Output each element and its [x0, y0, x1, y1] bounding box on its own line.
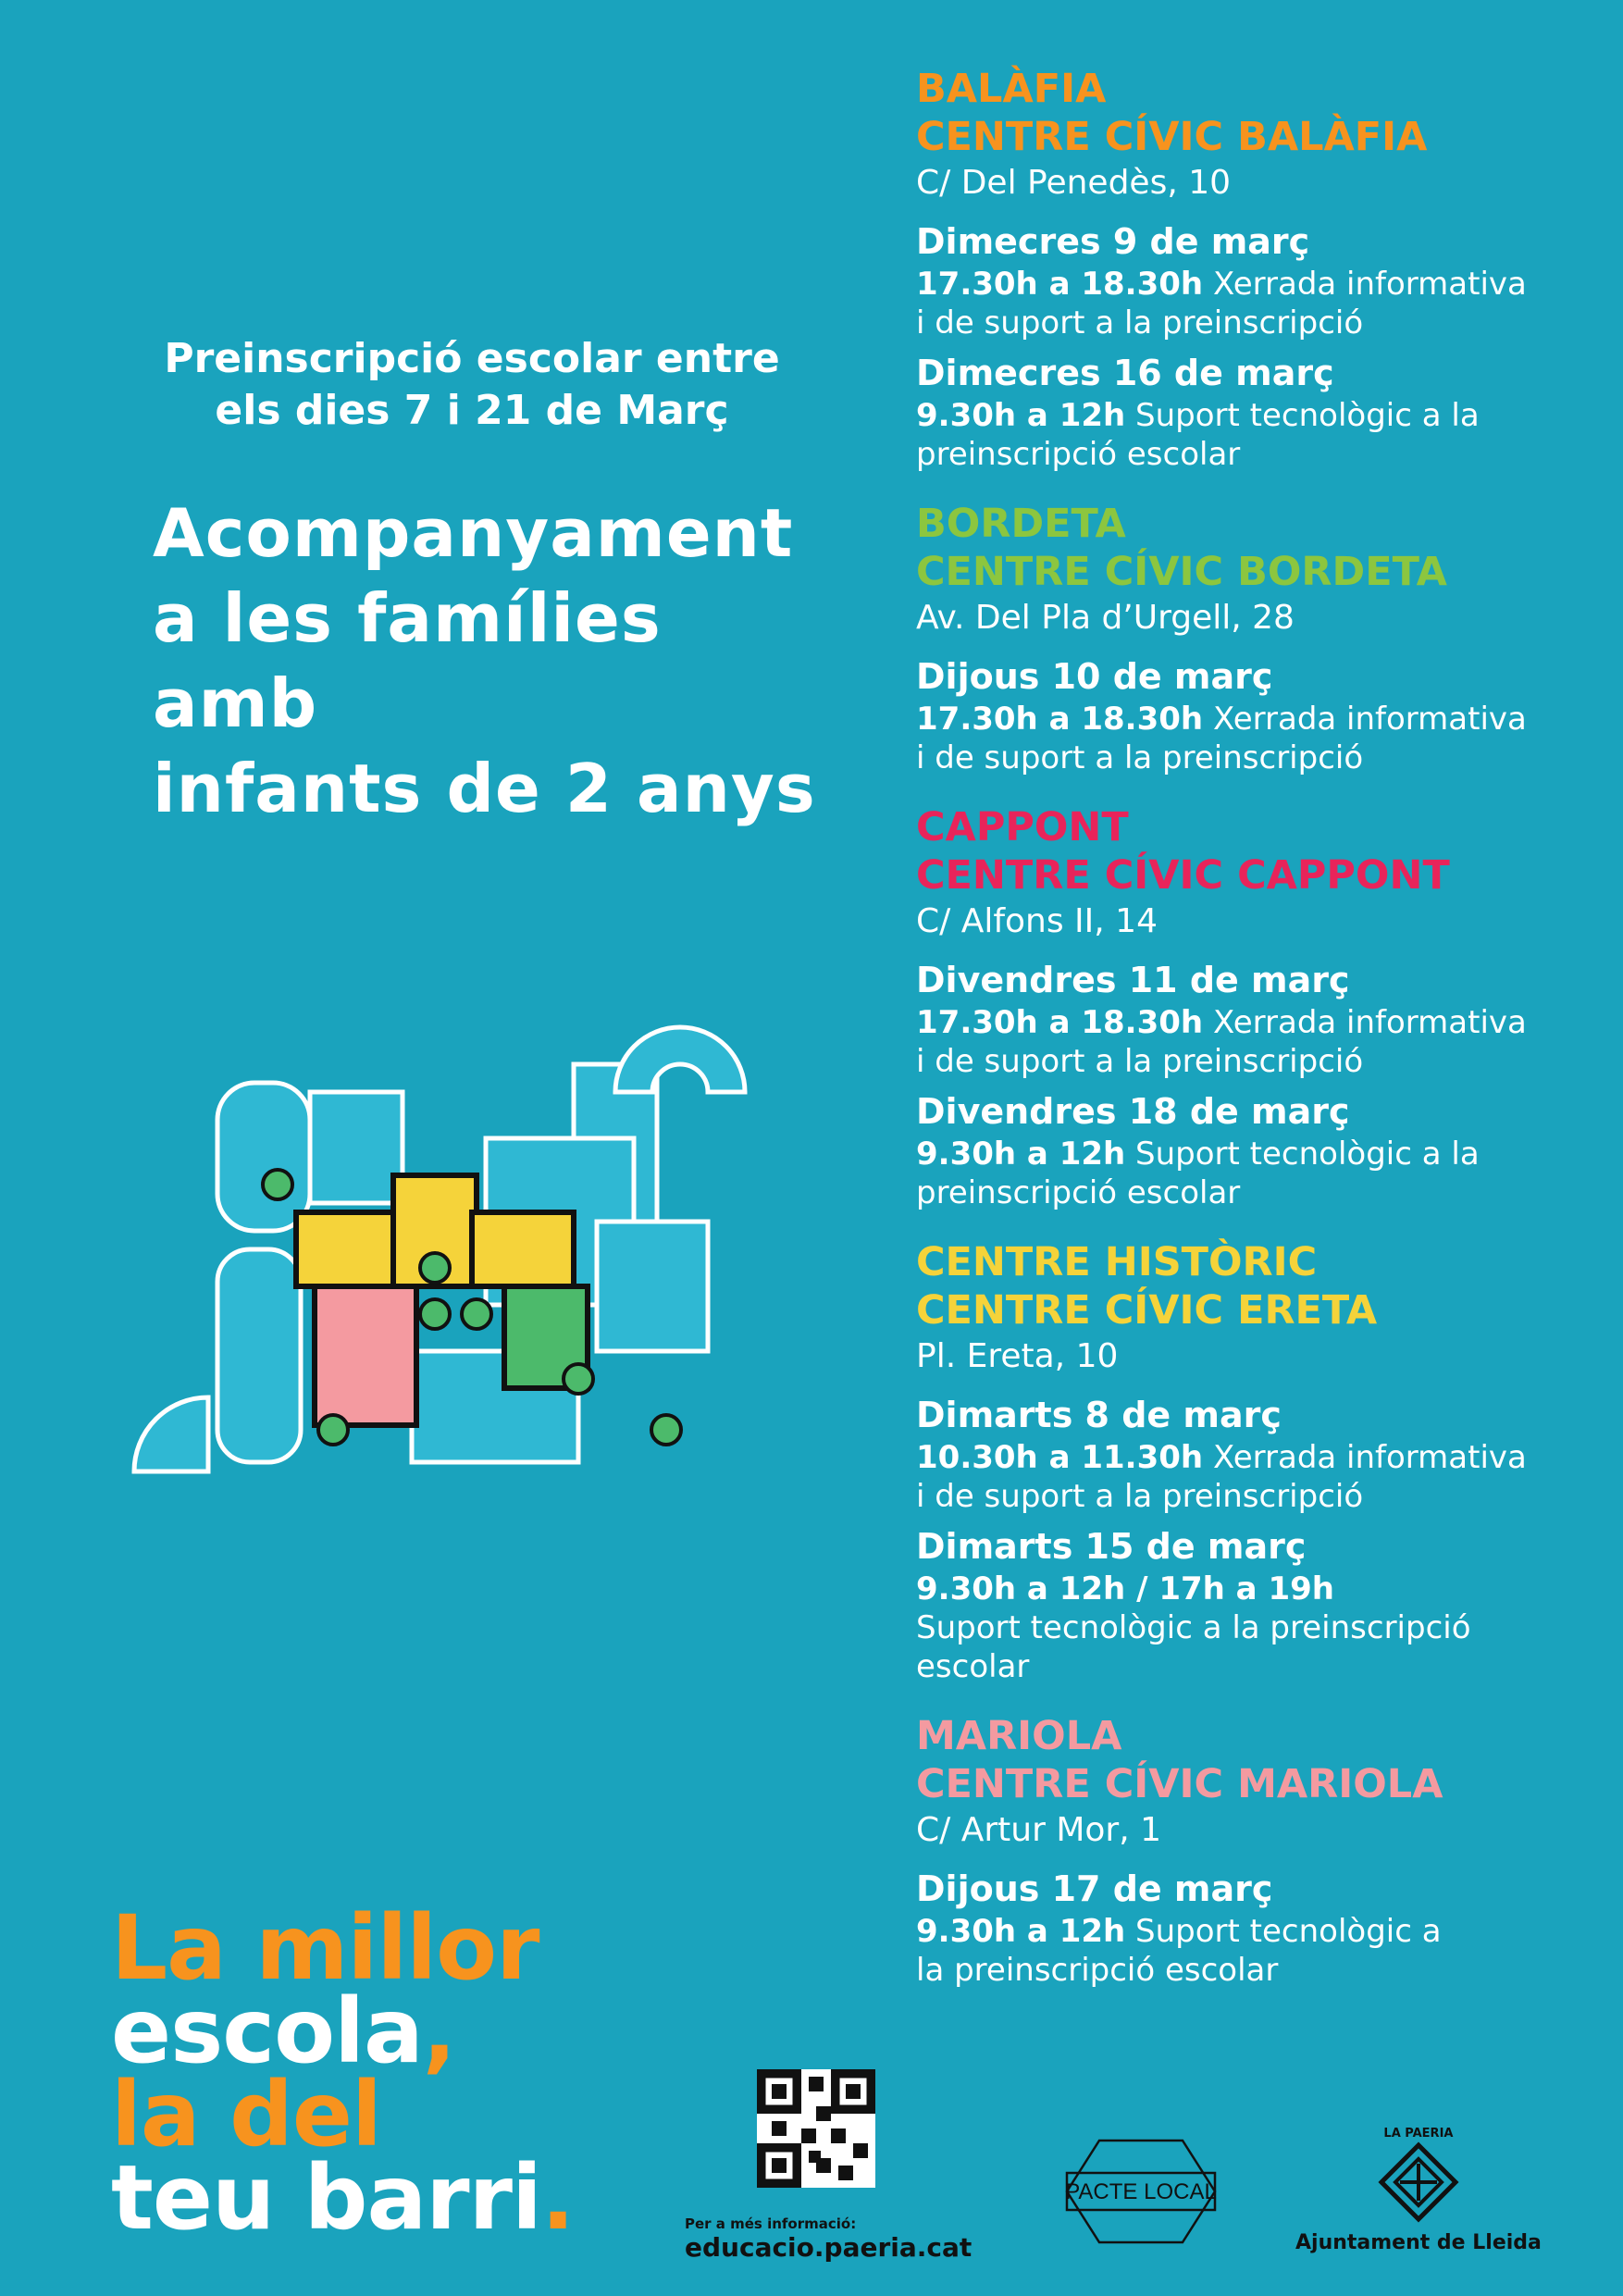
more-info-label: Per a més informació: [685, 2215, 857, 2232]
event-day: Dimarts 15 de març [916, 1526, 1307, 1567]
section-centre-name: CENTRE CÍVIC ERETA [916, 1287, 1378, 1334]
event-time: 9.30h a 12h / 17h a 19h [916, 1570, 1334, 1607]
ajuntament-logo [1295, 2127, 1542, 2254]
event-time: 17.30h a 18.30h [916, 701, 1204, 738]
pacte-local-logo [1062, 2136, 1220, 2251]
section-centre-name: CENTRE CÍVIC MARIOLA [916, 1761, 1443, 1807]
section-area-name: CAPPONT [916, 804, 1129, 850]
event-text: Suport tecnològic a [1135, 1913, 1442, 1950]
event-time: 17.30h a 18.30h [916, 266, 1204, 303]
ajuntament-label: Ajuntament de Lleida [1295, 2231, 1542, 2254]
event-description [916, 1003, 1582, 1042]
event-text-continued: i de suport a la preinscripció [916, 304, 1364, 341]
city-puzzle-illustration [88, 990, 782, 1508]
section-address: C/ Artur Mor, 1 [916, 1811, 1161, 1849]
event-time: 10.30h a 11.30h [916, 1439, 1204, 1476]
intro-line-2: els dies 7 i 21 de Març [215, 387, 729, 434]
info-url-link[interactable]: educacio.paeria.cat [685, 2232, 973, 2263]
schedule-section [916, 1712, 1582, 1990]
section-centre-name: CENTRE CÍVIC BALÀFIA [916, 114, 1428, 160]
slogan [111, 1896, 575, 2250]
event-day: Dimarts 8 de març [916, 1395, 1282, 1435]
event-text-continued: i de suport a la preinscripció [916, 1478, 1364, 1515]
section-address: Pl. Ereta, 10 [916, 1337, 1119, 1375]
event-description [916, 1438, 1582, 1477]
slogan-line-3: la del [111, 2063, 381, 2166]
event-text-continued: i de suport a la preinscripció [916, 739, 1364, 776]
intro-line-1: Preinscripció escolar entre [164, 335, 780, 382]
slogan-line-4: teu barri. [111, 2146, 575, 2250]
more-info [685, 2215, 972, 2263]
headline [153, 490, 819, 831]
event-day: Divendres 11 de març [916, 960, 1350, 1000]
section-area-name: MARIOLA [916, 1713, 1122, 1759]
section-address: Av. Del Pla d’Urgell, 28 [916, 599, 1295, 637]
event-text-continued: preinscripció escolar [916, 1174, 1241, 1211]
event-day: Dimecres 16 de març [916, 353, 1334, 393]
qr-code-icon [757, 2069, 875, 2188]
event-text-continued: la preinscripció escolar [916, 1952, 1279, 1989]
event-time: 9.30h a 12h [916, 1913, 1126, 1950]
schedule-section [916, 65, 1582, 474]
event-day: Dijous 10 de març [916, 656, 1273, 697]
schedule-section [916, 500, 1582, 777]
section-address: C/ Del Penedès, 10 [916, 164, 1232, 202]
section-centre-name: CENTRE CÍVIC CAPPONT [916, 852, 1450, 899]
event-time: 9.30h a 12h [916, 397, 1126, 434]
event-text: Xerrada informativa [1212, 701, 1527, 738]
section-centre-name: CENTRE CÍVIC BORDETA [916, 549, 1447, 595]
section-area-name: BORDETA [916, 501, 1126, 547]
event-text: Suport tecnològic a la [1135, 397, 1480, 434]
event-text: Xerrada informativa [1212, 1439, 1527, 1476]
section-area-name: BALÀFIA [916, 66, 1107, 112]
event-text-continued: preinscripció escolar [916, 436, 1241, 473]
event-description [916, 265, 1582, 304]
paeria-emblem-icon [1377, 2141, 1460, 2224]
schedule-list [916, 65, 1582, 2016]
pacte-local-text: PACTE LOCAL [1065, 2179, 1217, 2204]
event-text-continued: Suport tecnològic a la preinscripció escolar [916, 1609, 1471, 1685]
event-text: Suport tecnològic a la [1135, 1136, 1480, 1173]
slogan-line-2: escola, [111, 1980, 456, 2083]
event-description [916, 1135, 1582, 1173]
la-paeria-label: LA PAERIA [1383, 2127, 1454, 2141]
schedule-section [916, 803, 1582, 1212]
event-day: Divendres 18 de març [916, 1091, 1350, 1132]
event-text: Xerrada informativa [1212, 266, 1527, 303]
event-text-continued: i de suport a la preinscripció [916, 1043, 1364, 1080]
intro-text [139, 333, 805, 437]
event-text: Xerrada informativa [1212, 1004, 1527, 1041]
event-description [916, 700, 1582, 738]
headline-line-3: infants de 2 anys [153, 750, 816, 827]
event-time: 17.30h a 18.30h [916, 1004, 1204, 1041]
event-description [916, 1570, 1582, 1608]
event-description [916, 396, 1582, 435]
section-area-name: CENTRE HISTÒRIC [916, 1239, 1318, 1285]
headline-line-2: a les famílies amb [153, 579, 662, 742]
schedule-section [916, 1238, 1582, 1686]
section-address: C/ Alfons II, 14 [916, 902, 1158, 940]
event-day: Dimecres 9 de març [916, 221, 1310, 262]
slogan-line-1: La millor [111, 1896, 539, 2000]
headline-line-1: Acompanyament [153, 494, 794, 572]
event-time: 9.30h a 12h [916, 1136, 1126, 1173]
event-description [916, 1912, 1582, 1951]
qr-code[interactable] [757, 2069, 875, 2188]
event-day: Dijous 17 de març [916, 1868, 1273, 1909]
